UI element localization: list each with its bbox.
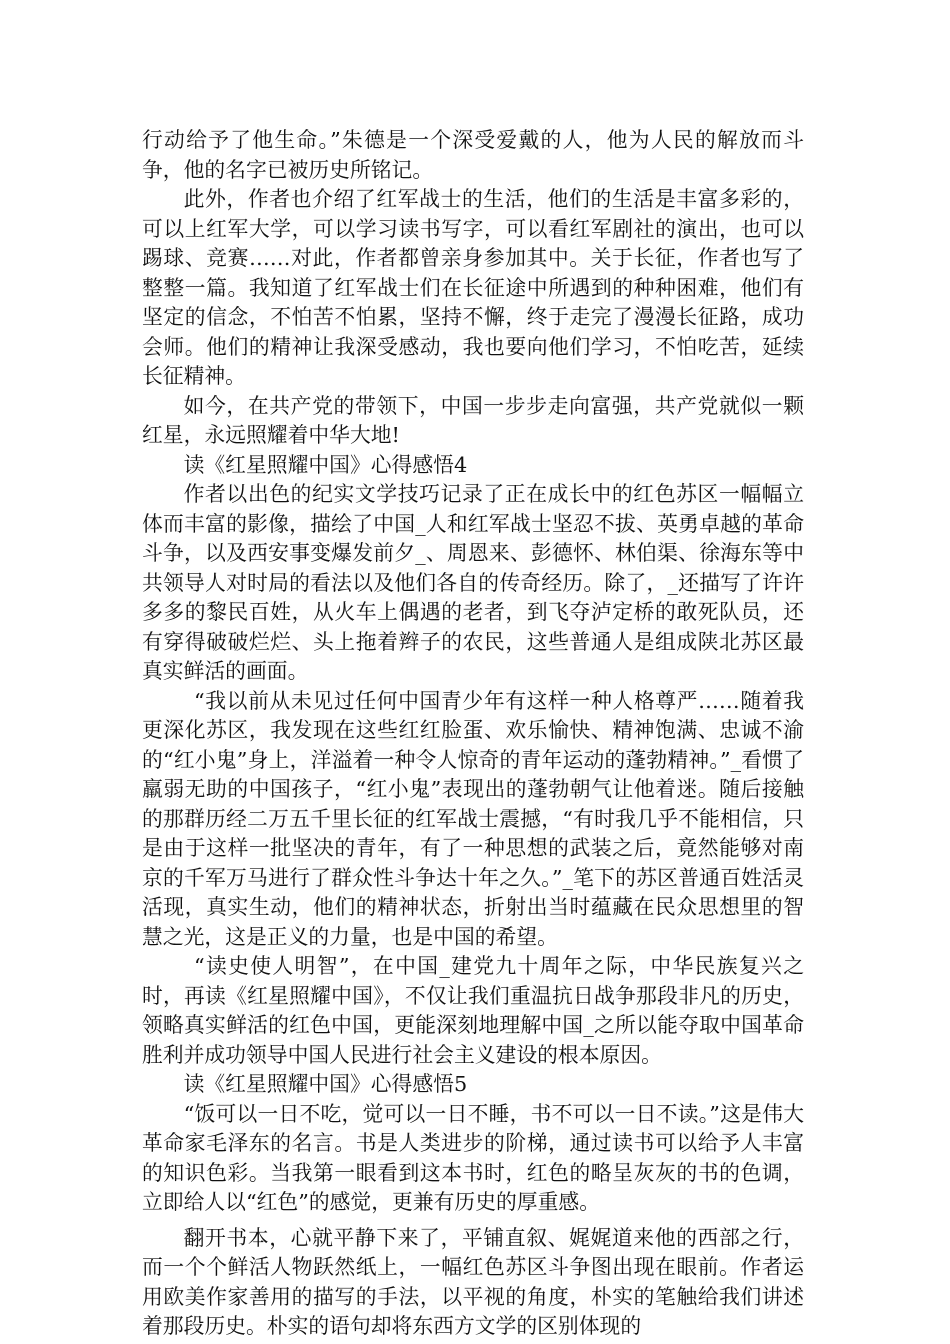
document-page — [142, 126, 804, 1342]
paragraph-red-army-life: 此外，作者也介绍了红军战士的生活，他们的生活是丰富多彩的，可以上红军大学，可以学习读书写字，可以看红军剧社的演出，也可以踢球、竞赛……对此，作者都曾亲身参加其中。关于长征，作者也写了整整一篇。我知道了红军战士们在长征途中所遇到的种种困难，他们有坚定的信念，不怕苦不怕累，坚持不懈，终于走完了漫漫长征路，成功会师。他们的精神让我深受感动，我也要向他们学习，不怕吃苦，延续长征精神。 — [142, 187, 804, 388]
paragraph-history-wisdom: “读史使人明智”，在中国_建党九十周年之际，中华民族复兴之时，再读《红星照耀中国》，不仅让我们重温抗日战争那段非凡的历史，领略真实鲜活的红色中国，更能深刻地理解中国_之所以能夺取中国革命胜利并成功领导中国人民进行社会主义建设的根本原因。 — [142, 954, 804, 1067]
paragraph-conclusion: 如今，在共产党的带领下，中国一步步走向富强，共产党就似一颗红星，永远照耀着中华大地! — [142, 393, 804, 447]
paragraph-reading-quote: “饭可以一日不吃，觉可以一日不睡，书不可以一日不读。”这是伟大革命家毛泽东的名言。书是人类进步的阶梯，通过读书可以给予人丰富的知识色彩。当我第一眼看到这本书时，红色的略呈灰灰的书的色调，立即给人以“红色”的感觉，更兼有历史的厚重感。 — [142, 1101, 804, 1214]
section-heading-5: 读《红星照耀中国》心得感悟5 — [183, 1072, 468, 1096]
paragraph-opening-book: 翻开书本，心就平静下来了，平铺直叙、娓娓道来他的西部之行，而一个个鲜活人物跃然纸上，一幅红色苏区斗争图出现在眼前。作者运用欧美作家善用的描写的手法，以平视的角度，朴实的笔触给我们讲述着那段历史。朴实的语句却将东西方文学的区别体现的 — [142, 1225, 804, 1338]
paragraph-author-technique: 作者以出色的纪实文学技巧记录了正在成长中的红色苏区一幅幅立体而丰富的影像，描绘了中国_人和红军战士坚忍不拔、英勇卓越的革命斗争，以及西安事变爆发前夕_、周恩来、彭德怀、林伯渠、徐海东等中共领导人对时局的看法以及他们各自的传奇经历。除了，_还描写了许许多多的黎民百姓，从火车上偶遇的老者，到飞夺泸定桥的敢死队员，还有穿得破破烂烂、头上拖着辫子的农民，这些普通人是组成陕北苏区最真实鲜活的画面。 — [142, 482, 804, 683]
paragraph-red-little-devils: “我以前从未见过任何中国青少年有这样一种人格尊严……随着我更深化苏区，我发现在这些红红脸蛋、欢乐愉快、精神饱满、忠诚不渝的“红小鬼”身上，洋溢着一种令人惊奇的青年运动的蓬勃精神。”_看惯了羸弱无助的中国孩子，“红小鬼”表现出的蓬勃朝气让他着迷。随后接触的那群历经二万五千里长征的红军战士震撼，“有时我几乎不能相信，只是由于这样一批坚决的青年，有了一种思想的武装之后，竟然能够对南京的千军万马进行了群众性斗争达十年之久。”_笔下的苏区普通百姓活灵活现，真实生动，他们的精神状态，折射出当时蕴藏在民众思想里的智慧之光，这是正义的力量，也是中国的希望。 — [142, 688, 804, 949]
section-heading-4: 读《红星照耀中国》心得感悟4 — [183, 452, 468, 477]
paragraph-continuation: 行动给予了他生命。”朱德是一个深受爱戴的人，他为人民的解放而斗争，他的名字已被历史所铭记。 — [142, 128, 804, 182]
